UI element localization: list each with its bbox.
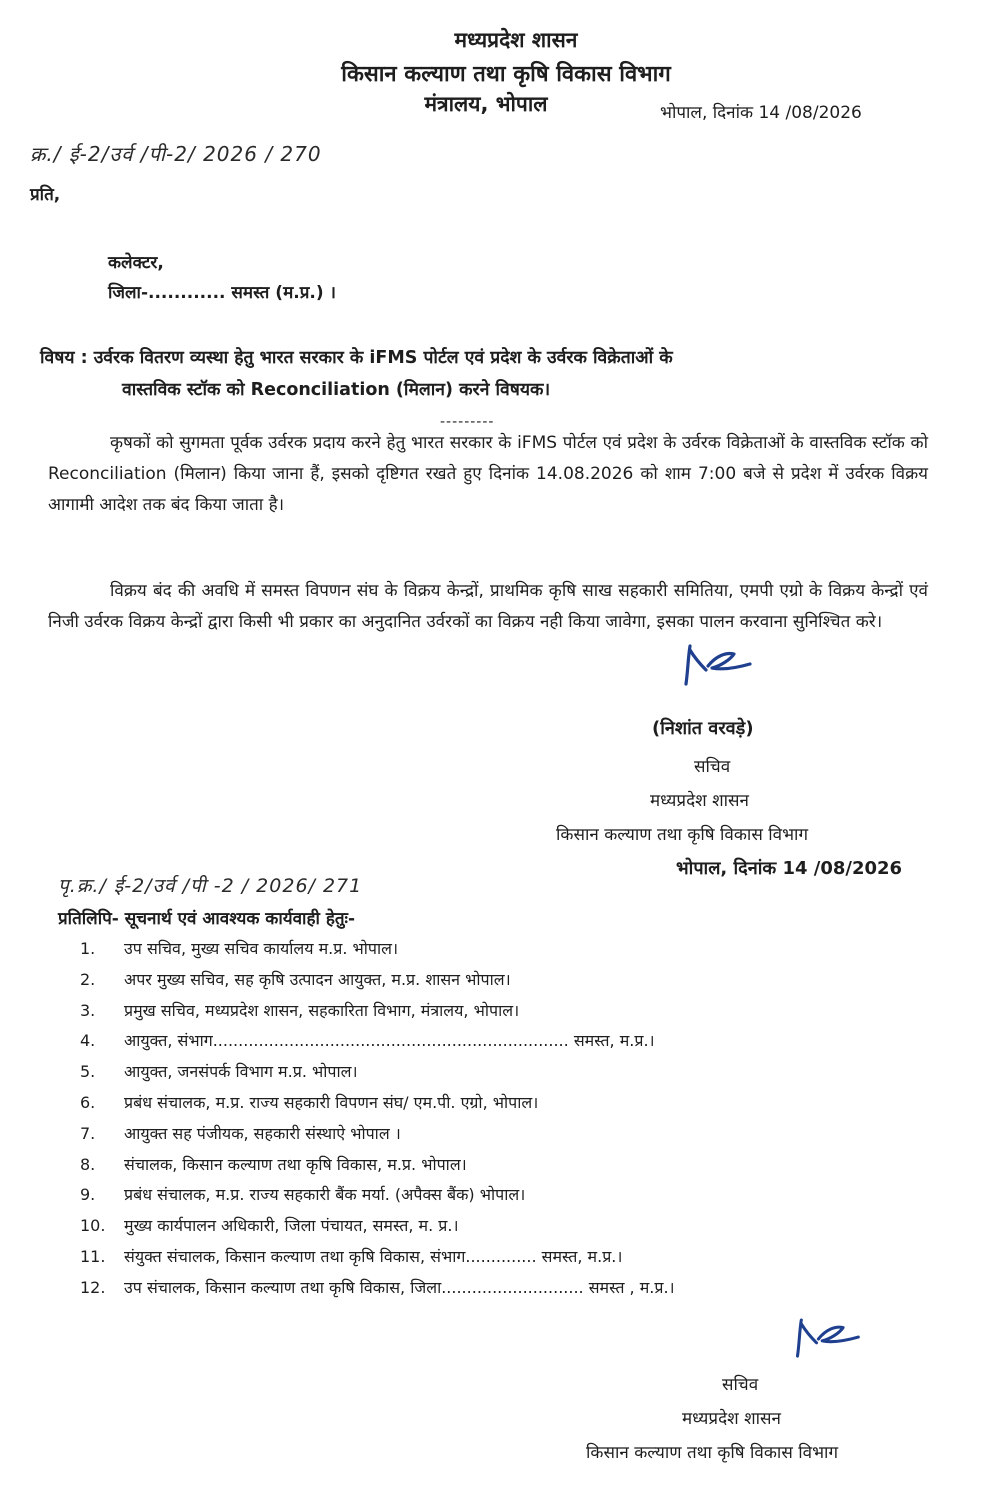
list-item-number: 10.	[80, 1216, 106, 1236]
list-item	[80, 1273, 840, 1304]
recipient-title: कलेक्टर,	[108, 253, 164, 273]
signer-department-2: किसान कल्याण तथा कृषि विकास विभाग	[586, 1443, 839, 1463]
body-paragraph-1	[48, 428, 928, 521]
list-item-text: आयुक्त सह पंजीयक, सहकारी संस्थाऐ भोपाल ।	[124, 1123, 401, 1143]
list-item-number: 2.	[80, 969, 96, 989]
list-item	[80, 965, 840, 996]
recipient-district: जिला-............ समस्त (म.प्र.) ।	[108, 283, 336, 303]
list-item-number: 11.	[80, 1246, 106, 1266]
list-item-text: प्रबंध संचालक, म.प्र. राज्य सहकारी विपणन संघ/ एम.पी. एग्रो, भोपाल।	[124, 1092, 539, 1112]
signer-department: किसान कल्याण तथा कृषि विकास विभाग	[556, 825, 809, 845]
subject-line-1: विषय : उर्वरक वितरण व्यस्था हेतु भारत सरकार के iFMS पोर्टल एवं प्रदेश के उर्वरक विक्रेताओं के	[40, 348, 673, 368]
reference-number: क्र./ ई-2/उर्व /पी-2/ 2026 / 270	[30, 142, 322, 166]
list-item-text: अपर मुख्य सचिव, सह कृषि उत्पादन आयुक्त, म.प्र. शासन भोपाल।	[124, 969, 511, 989]
subject-line-2: वास्तविक स्टॉक को Reconciliation (मिलान) करने विषयक।	[122, 380, 551, 400]
copy-list	[80, 934, 840, 1304]
list-item	[80, 1057, 840, 1088]
list-item	[80, 934, 840, 965]
list-item-text: संयुक्त संचालक, किसान कल्याण तथा कृषि विकास, संभाग.............. समस्त, म.प्र.।	[124, 1246, 623, 1266]
header-department: किसान कल्याण तथा कृषि विकास विभाग	[341, 62, 671, 87]
list-item-number: 12.	[80, 1277, 106, 1297]
list-item	[80, 1119, 840, 1150]
list-item-number: 1.	[80, 939, 96, 958]
signer-name: (निशांत वरवड़े)	[652, 718, 754, 739]
paragraph-text: विक्रय बंद की अवधि में समस्त विपणन संघ के विक्रय केन्द्रों, प्राथमिक कृषि साख सहकारी समितिया, एमपी एग्रो के विक्रय केन्द्रों एवं निजी उर्वरक विक्रय केन्द्रों द्वारा किसी भी प्रकार का अनुदानित उर्वरकों का विक्रय नही किया जावेगा, इसका पालन करवाना सुनिश्चित करे।	[48, 581, 928, 632]
signature-mark-icon	[676, 636, 756, 696]
list-item-text: मुख्य कार्यपालन अधिकारी, जिला पंचायत, समस्त, म. प्र.।	[124, 1216, 459, 1236]
list-item-text: प्रबंध संचालक, म.प्र. राज्य सहकारी बैंक मर्या. (अपैक्स बैंक) भोपाल।	[124, 1185, 526, 1205]
list-item-number: 7.	[80, 1123, 96, 1143]
signer-date: भोपाल, दिनांक 14 /08/2026	[676, 858, 903, 879]
list-item-number: 4.	[80, 1031, 96, 1051]
salutation-to: प्रति,	[30, 185, 61, 205]
list-item-number: 8.	[80, 1154, 96, 1174]
list-item-number: 9.	[80, 1185, 96, 1205]
copy-heading: प्रतिलिपि- सूचनार्थ एवं आवश्यक कार्यवाही हेतुः-	[58, 909, 356, 929]
list-item-text: आयुक्त, संभाग...................................................................... समस्त, म.प्र.।	[124, 1031, 655, 1051]
list-item	[80, 1242, 840, 1273]
paragraph-text: कृषकों को सुगमता पूर्वक उर्वरक प्रदाय करने हेतु भारत सरकार के iFMS पोर्टल एवं प्रदेश के उर्वरक विक्रेताओं के वास्तविक स्टॉक को Reconciliation (मिलान) किया जाना हैं, इसको दृष्टिगत रखते हुए दिनांक 14.08.2026 को शाम 7:00 बजे से प्रदेश में उर्वरक विक्रय आगामी आदेश तक बंद किया जाता है।	[48, 433, 928, 515]
signer-government: मध्यप्रदेश शासन	[650, 791, 749, 811]
signer-government-2: मध्यप्रदेश शासन	[682, 1409, 781, 1429]
signer-title-2: सचिव	[722, 1375, 759, 1395]
list-item-number: 3.	[80, 1000, 96, 1020]
list-item-text: उप संचालक, किसान कल्याण तथा कृषि विकास, जिला............................ समस्त , म.प्र.।	[124, 1277, 675, 1297]
list-item-text: उप सचिव, मुख्य सचिव कार्यालय म.प्र. भोपाल।	[124, 939, 399, 958]
list-item-number: 5.	[80, 1062, 96, 1082]
place-date: भोपाल, दिनांक 14 /08/2026	[660, 103, 862, 123]
body-paragraph-2	[48, 576, 928, 638]
header-ministry: मंत्रालय, भोपाल	[424, 92, 548, 116]
list-item	[80, 1180, 840, 1211]
list-item	[80, 1088, 840, 1119]
list-item	[80, 1150, 840, 1181]
separator: ---------	[440, 414, 495, 430]
list-item	[80, 1211, 840, 1242]
signer-title: सचिव	[694, 757, 731, 777]
subject	[40, 342, 940, 406]
list-item	[80, 996, 840, 1027]
list-item-text: आयुक्त, जनसंपर्क विभाग म.प्र. भोपाल।	[124, 1062, 358, 1082]
signature-mark-icon	[788, 1310, 864, 1368]
list-item-text: संचालक, किसान कल्याण तथा कृषि विकास, म.प्र. भोपाल।	[124, 1154, 467, 1174]
list-item-text: प्रमुख सचिव, मध्यप्रदेश शासन, सहकारिता विभाग, मंत्रालय, भोपाल।	[124, 1000, 520, 1020]
header-state: मध्यप्रदेश शासन	[454, 28, 578, 52]
list-item	[80, 1026, 840, 1057]
endorsement-number: पृ.क्र./ ई-2/उर्व /पी -2 / 2026/ 271	[58, 875, 363, 897]
list-item-number: 6.	[80, 1092, 96, 1112]
